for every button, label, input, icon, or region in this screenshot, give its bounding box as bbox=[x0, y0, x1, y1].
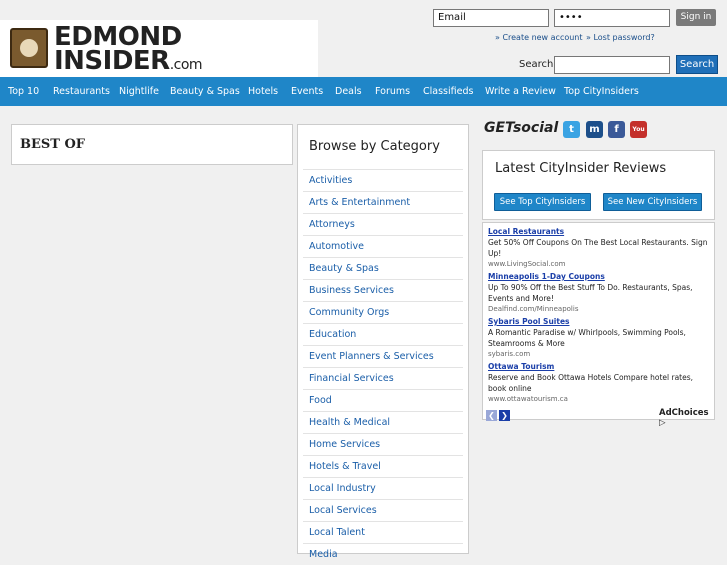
category-local-talent[interactable]: Local Talent bbox=[303, 521, 463, 543]
category-local-industry[interactable]: Local Industry bbox=[303, 477, 463, 499]
ad-prev-icon[interactable]: ❮ bbox=[486, 410, 497, 421]
category-activities[interactable]: Activities bbox=[303, 169, 463, 191]
ad-description: Get 50% Off Coupons On The Best Local Restaurants. Sign Up! bbox=[488, 238, 708, 258]
myspace-icon[interactable]: m bbox=[586, 121, 603, 138]
main-nav bbox=[0, 77, 727, 106]
category-list bbox=[303, 169, 463, 565]
adchoices-link[interactable] bbox=[659, 408, 714, 428]
category-event-planners[interactable]: Event Planners & Services bbox=[303, 345, 463, 367]
adchoices-label: AdChoices bbox=[659, 408, 709, 418]
nav-classifieds[interactable]: Classifieds bbox=[423, 86, 474, 97]
category-automotive[interactable]: Automotive bbox=[303, 235, 463, 257]
password-field[interactable]: •••• bbox=[554, 9, 670, 27]
browse-category-title: Browse by Category bbox=[309, 139, 440, 154]
nav-top-cityinsiders[interactable]: Top CityInsiders bbox=[564, 86, 639, 97]
search-button[interactable]: Search bbox=[676, 55, 718, 74]
sign-in-button[interactable]: Sign in bbox=[676, 9, 716, 26]
category-home-services[interactable]: Home Services bbox=[303, 433, 463, 455]
logo-text-insider bbox=[54, 48, 202, 78]
best-of-title: BEST OF bbox=[20, 137, 86, 152]
category-business-services[interactable]: Business Services bbox=[303, 279, 463, 301]
ad-item bbox=[488, 361, 708, 404]
ad-title-link[interactable]: Minneapolis 1-Day Coupons bbox=[488, 272, 605, 281]
ad-description: Up To 90% Off the Best Stuff To Do. Restaurants, Spas, Events and More! bbox=[488, 283, 693, 303]
site-logo[interactable] bbox=[0, 20, 318, 77]
category-local-services[interactable]: Local Services bbox=[303, 499, 463, 521]
facebook-icon[interactable]: f bbox=[608, 121, 625, 138]
search-label: Search bbox=[519, 59, 554, 70]
latest-reviews-title: Latest CityInsider Reviews bbox=[495, 161, 667, 176]
ad-item bbox=[488, 271, 708, 314]
ad-item bbox=[488, 316, 708, 359]
nav-restaurants[interactable]: Restaurants bbox=[53, 86, 110, 97]
category-hotels-travel[interactable]: Hotels & Travel bbox=[303, 455, 463, 477]
adchoices-icon: ▷ bbox=[659, 418, 666, 428]
see-new-cityinsiders-button[interactable]: See New CityInsiders bbox=[603, 193, 702, 211]
category-health-medical[interactable]: Health & Medical bbox=[303, 411, 463, 433]
ad-title-link[interactable]: Ottawa Tourism bbox=[488, 362, 555, 371]
category-media[interactable]: Media bbox=[303, 543, 463, 565]
nav-nightlife[interactable]: Nightlife bbox=[119, 86, 159, 97]
category-beauty-spas[interactable]: Beauty & Spas bbox=[303, 257, 463, 279]
logo-text-edmond: EDMOND bbox=[54, 22, 182, 52]
logo-text-insider-word: INSIDER bbox=[54, 46, 170, 76]
ad-url[interactable]: Dealfind.com/Minneapolis bbox=[488, 305, 579, 313]
nav-forums[interactable]: Forums bbox=[375, 86, 411, 97]
logo-emblem-icon bbox=[10, 28, 48, 68]
ad-url[interactable]: www.ottawatourism.ca bbox=[488, 395, 568, 403]
create-account-link[interactable]: » Create new account bbox=[495, 33, 583, 42]
logo-text-suffix: .com bbox=[169, 57, 203, 73]
category-community-orgs[interactable]: Community Orgs bbox=[303, 301, 463, 323]
ad-description: A Romantic Paradise w/ Whirlpools, Swimming Pools, Steamrooms & More bbox=[488, 328, 686, 348]
twitter-icon[interactable]: t bbox=[563, 121, 580, 138]
nav-beauty-spas[interactable]: Beauty & Spas bbox=[170, 86, 240, 97]
lost-password-link[interactable]: » Lost password? bbox=[586, 33, 655, 42]
ad-title-link[interactable]: Sybaris Pool Suites bbox=[488, 317, 570, 326]
youtube-icon[interactable]: You bbox=[630, 121, 647, 138]
search-input[interactable] bbox=[554, 56, 670, 74]
category-arts-entertainment[interactable]: Arts & Entertainment bbox=[303, 191, 463, 213]
nav-events[interactable]: Events bbox=[291, 86, 324, 97]
ad-url[interactable]: www.LivingSocial.com bbox=[488, 260, 566, 268]
best-of-panel bbox=[11, 124, 293, 165]
browse-category-panel bbox=[297, 124, 469, 560]
ad-item bbox=[488, 226, 708, 269]
see-top-cityinsiders-button[interactable]: See Top CityInsiders bbox=[494, 193, 591, 211]
get-social-label: GETsocial bbox=[484, 120, 559, 136]
category-education[interactable]: Education bbox=[303, 323, 463, 345]
ad-panel bbox=[482, 222, 715, 428]
category-financial-services[interactable]: Financial Services bbox=[303, 367, 463, 389]
ad-description: Reserve and Book Ottawa Hotels Compare hotel rates, book online bbox=[488, 373, 694, 393]
ad-next-icon[interactable]: ❯ bbox=[499, 410, 510, 421]
category-food[interactable]: Food bbox=[303, 389, 463, 411]
nav-hotels[interactable]: Hotels bbox=[248, 86, 279, 97]
latest-reviews-panel bbox=[482, 150, 715, 220]
category-attorneys[interactable]: Attorneys bbox=[303, 213, 463, 235]
email-field[interactable]: Email bbox=[433, 9, 549, 27]
nav-deals[interactable]: Deals bbox=[335, 86, 362, 97]
ad-title-link[interactable]: Local Restaurants bbox=[488, 227, 565, 236]
nav-write-review[interactable]: Write a Review bbox=[485, 86, 556, 97]
nav-top-10[interactable]: Top 10 bbox=[8, 86, 40, 97]
ad-url[interactable]: sybaris.com bbox=[488, 350, 531, 358]
